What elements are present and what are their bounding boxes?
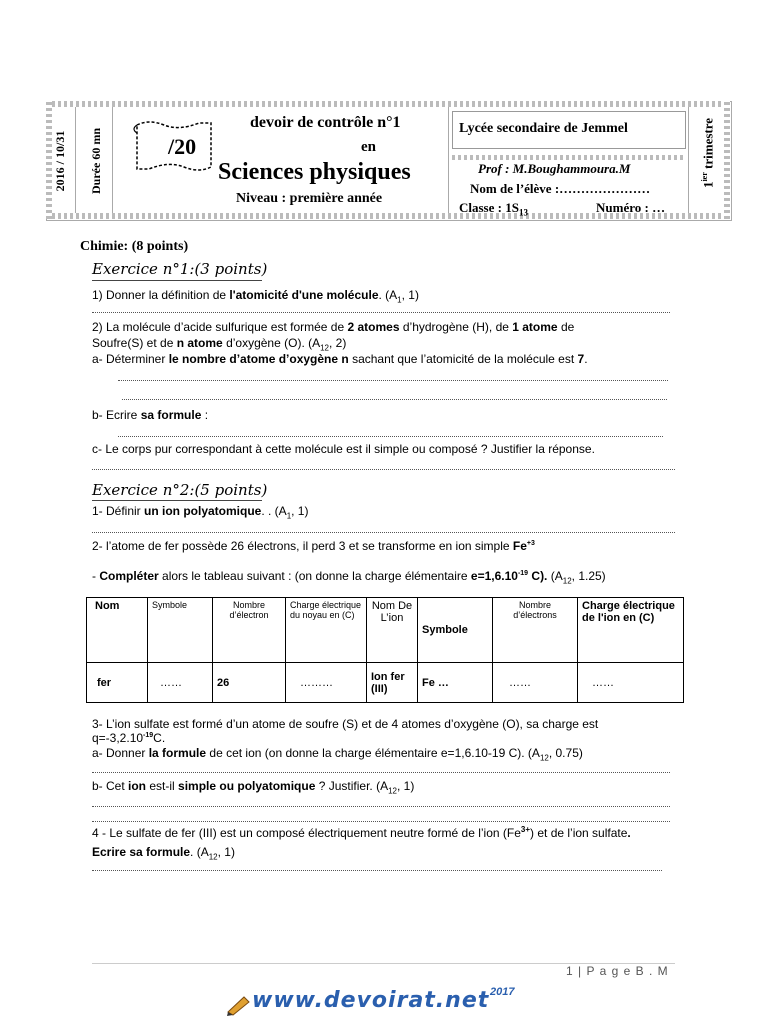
table-header-row	[87, 598, 684, 663]
table-header-cell: Nom De L’ion	[367, 598, 418, 663]
table-row	[87, 663, 684, 703]
table-cell[interactable]: Fe …	[418, 663, 493, 703]
underline	[92, 280, 262, 281]
section-title-chimie: Chimie: (8 points)	[80, 239, 189, 254]
table-cell[interactable]: ……	[148, 663, 213, 703]
ex1-question2-line1: 2) La molécule d’acide sulfurique est formée de 2 atomes d’hydrogène (H), de 1 atome de	[92, 320, 575, 334]
ex2-question3-line2: $q=-3,2.10^{-19}C$.	[92, 731, 166, 745]
exam-level: Niveau : première année	[236, 191, 383, 206]
ex1-question1: 1) Donner la définition de l'atomicité d'une molécule. ($A_1$, 1)	[92, 288, 419, 305]
exam-title-en: en	[361, 139, 376, 155]
ex2-question4-line1: 4 - Le sulfate de fer (III) est un composé électriquement neutre formé de l’ion $(Fe^{3+})$ et de l’ion sulfate.	[92, 825, 631, 840]
exercise2-title: Exercice n°2:(5 points)	[92, 481, 268, 499]
table-header-cell: Symbole	[418, 598, 493, 663]
table-cell: fer	[87, 663, 148, 703]
divider	[688, 107, 689, 213]
exam-date: 2016 / 10/31	[53, 130, 67, 192]
answer-line[interactable]	[92, 312, 670, 313]
ex1-question-b: b- Ecrire sa formule :	[92, 408, 209, 422]
table-cell[interactable]: ……	[578, 663, 684, 703]
divider	[448, 107, 449, 213]
pencil-logo-icon	[226, 994, 252, 1016]
class-field: Classe : $1S_{13}$	[459, 200, 528, 218]
table-header-cell: Nombre d’électron	[213, 598, 286, 663]
answer-line[interactable]	[118, 436, 663, 437]
site-logo: www.devoirat.net	[252, 988, 490, 1013]
answer-line[interactable]	[92, 806, 670, 807]
answer-line[interactable]	[92, 772, 670, 773]
exam-title: devoir de contrôle n°1	[250, 114, 401, 131]
ex2-question3-a: a- Donner la formule de cet ion (on donne la charge élémentaire e=1,6.10-19 C). ($A_{12}$, 0.75)	[92, 746, 583, 763]
exercise1-title: Exercice n°1:(3 points)	[92, 260, 268, 278]
ex1-question-a: a- Déterminer le nombre d’atome d’oxygène n sachant que l’atomicité de la molécule est 7.	[92, 352, 588, 366]
page-number: 1 | P a g e B . M	[566, 964, 669, 978]
table-cell: 26	[213, 663, 286, 703]
header-top-band	[46, 101, 730, 107]
header-right-band	[724, 101, 730, 219]
table-cell[interactable]: ……	[493, 663, 578, 703]
answer-line[interactable]	[122, 399, 667, 400]
table-cell: Ion fer (III)	[367, 663, 418, 703]
ex2-question3-line1: 3- L’ion sulfate est formé d’un atome de soufre (S) et de 4 atomes d’oxygène (O), sa charge est	[92, 717, 599, 731]
answer-line[interactable]	[92, 532, 675, 533]
ex2-question3-b: b- Cet ion est-il simple ou polyatomique ? Justifier. ($A_{12}$, 1)	[92, 779, 415, 796]
divider	[112, 107, 113, 213]
exam-duration: Durée 60 mn	[89, 128, 103, 194]
separator-band	[452, 155, 684, 160]
site-logo-year: 2017	[490, 986, 515, 998]
ion-table	[86, 597, 684, 703]
ex2-question2: 2- l’atome de fer possède 26 électrons, il perd 3 et se transforme en ion simple $Fe^{+3}$	[92, 539, 535, 553]
school-name: Lycée secondaire de Jemmel	[459, 121, 628, 136]
ex1-question2-line2: Soufre(S) et de n atome d’oxygène (O). ($A_{12}$, 2)	[92, 336, 347, 353]
answer-line[interactable]	[118, 380, 668, 381]
student-name-field[interactable]: Nom de l’élève :…………………	[470, 181, 651, 196]
answer-line[interactable]	[92, 469, 675, 470]
underline	[92, 500, 262, 501]
ex2-question-table: - Compléter alors le tableau suivant : (on donne la charge élémentaire $e=1,6.10^{-19}$ C). ($A_{12}$, 1.25)	[92, 569, 606, 586]
number-field[interactable]: Numéro : …	[596, 200, 666, 215]
ex1-question-c: c- Le corps pur correspondant à cette molécule est il simple ou composé ? Justifier la réponse.	[92, 442, 595, 456]
ex2-question1: 1- Définir un ion polyatomique. . ($A_1$, 1)	[92, 504, 309, 521]
answer-line[interactable]	[92, 870, 662, 871]
table-header-cell: Nombre d’électrons	[493, 598, 578, 663]
table-header-cell: Charge électrique du noyau en (C)	[286, 598, 367, 663]
header-left-band	[46, 101, 52, 219]
trimester-label: $1^{ier}$ trimestre	[700, 117, 716, 189]
table-header-cell: Charge électrique de l'ion en (C)	[578, 598, 684, 663]
answer-line[interactable]	[92, 821, 670, 822]
table-header-cell: Nom	[87, 598, 148, 663]
table-cell[interactable]: ………	[286, 663, 367, 703]
divider	[75, 107, 76, 213]
teacher-name: Prof : M.Boughammoura.M	[478, 161, 631, 176]
score-total: /20	[168, 134, 197, 159]
table-header-cell: Symbole	[148, 598, 213, 663]
exam-subject: Sciences physiques	[218, 159, 411, 185]
ex2-question4-line2: Ecrire sa formule. ($A_{12}$, 1)	[92, 845, 235, 862]
